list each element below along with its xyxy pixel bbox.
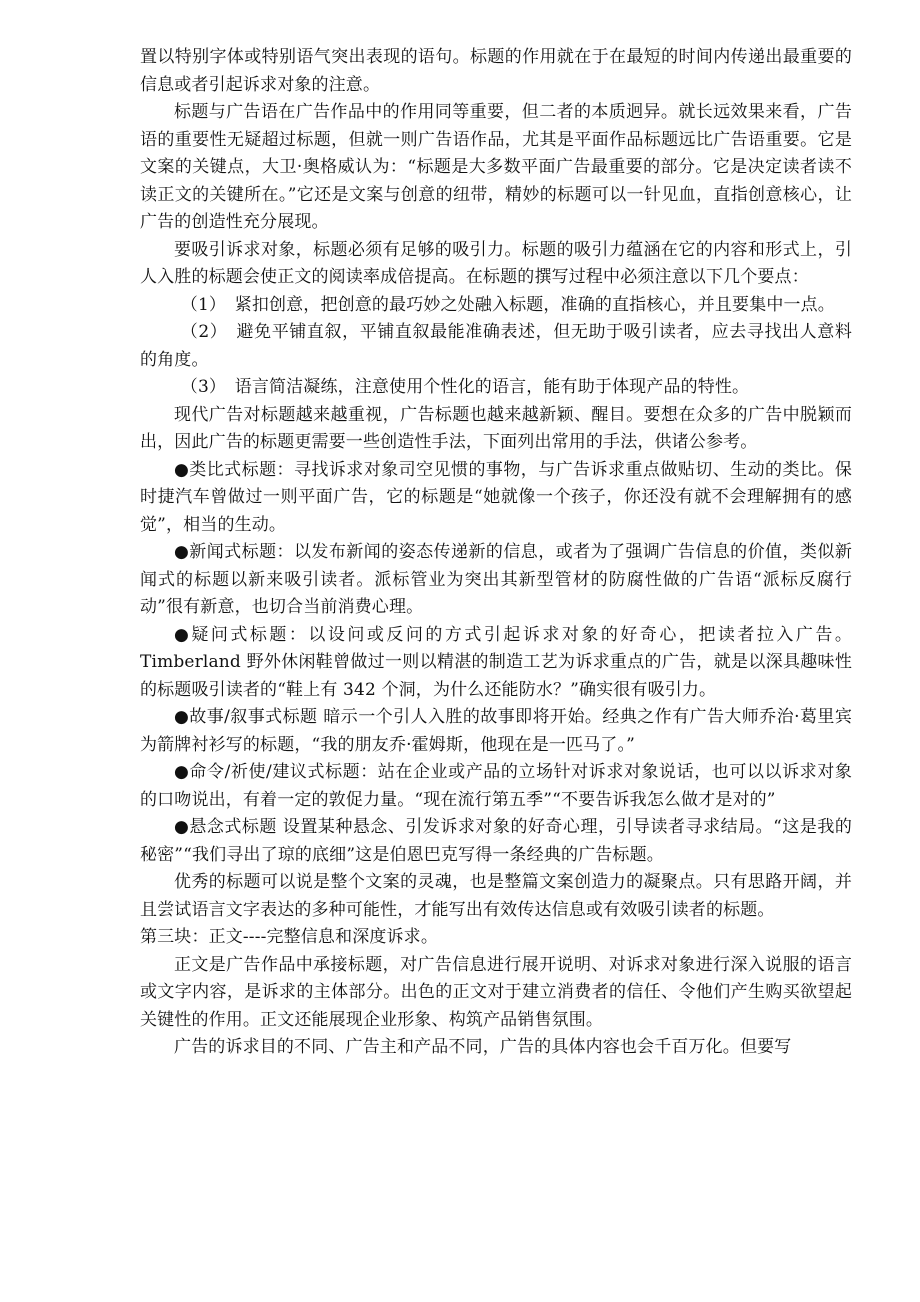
- bullet-paragraph: ●类比式标题：寻找诉求对象司空见惯的事物，与广告诉求重点做贴切、生动的类比。保时捷汽车曾做过一则平面广告，它的标题是“她就像一个孩子，你还没有就不会理解拥有的感觉”，相当的生动。: [140, 459, 852, 535]
- paragraph: 优秀的标题可以说是整个文案的灵魂，也是整篇文案创造力的凝聚点。只有思路开阔，并且尝试语言文字表达的多种可能性，才能写出有效传达信息或有效吸引读者的标题。: [140, 872, 852, 920]
- list-item: （1） 紧扣创意，把创意的最巧妙之处融入标题，准确的直指核心，并且要集中一点。: [180, 294, 835, 315]
- paragraph: 标题与广告语在广告作品中的作用同等重要，但二者的本质迥异。就长远效果来看，广告语的重要性无疑超过标题，但就一则广告语作品，尤其是平面作品标题远比广告语重要。它是文案的关键点，大卫·奥格威认为：“标题是大多数平面广告最重要的部分。它是决定读者读不读正文的关键所在。”它还是文案与创意的纽带，精妙的标题可以一针见血，直指创意核心，让广告的创造性充分展现。: [140, 102, 852, 232]
- paragraph: 置以特别字体或特别语气突出表现的语句。标题的作用就在于在最短的时间内传递出最重要的信息或者引起诉求对象的注意。: [140, 47, 852, 95]
- section-heading: 第三块：正文----完整信息和深度诉求。: [140, 927, 438, 947]
- bullet-paragraph: ●悬念式标题 设置某种悬念、引发诉求对象的好奇心理，引导读者寻求结局。“这是我的秘密”“我们寻出了琼的底细”这是伯恩巴克写得一条经典的广告标题。: [140, 817, 852, 865]
- bullet-paragraph: ●命令/祈使/建议式标题：站在企业或产品的立场针对诉求对象说话，也可以以诉求对象的口吻说出，有着一定的敦促力量。“现在流行第五季”“不要告诉我怎么做才是对的”: [140, 762, 852, 810]
- bullet-paragraph: ●故事/叙事式标题 暗示一个引人入胜的故事即将开始。经典之作有广告大师乔治·葛里宾为箭牌衬衫写的标题，“我的朋友乔·霍姆斯，他现在是一匹马了。”: [140, 707, 852, 755]
- bullet-paragraph: ●疑问式标题：以设问或反问的方式引起诉求对象的好奇心，把读者拉入广告。Timberland 野外休闲鞋曾做过一则以精湛的制造工艺为诉求重点的广告，就是以深具趣味性的标题吸引读者的“鞋上有 342 个洞，为什么还能防水？”确实很有吸引力。: [140, 624, 852, 700]
- paragraph: 现代广告对标题越来越重视，广告标题也越来越新颖、醒目。要想在众多的广告中脱颖而出，因此广告的标题更需要一些创造性手法，下面列出常用的手法，供诸公参考。: [140, 404, 852, 452]
- bullet-paragraph: ●新闻式标题：以发布新闻的姿态传递新的信息，或者为了强调广告信息的价值，类似新闻式的标题以新来吸引读者。派标管业为突出其新型管材的防腐性做的广告语“派标反腐行动”很有新意，也切合当前消费心理。: [140, 542, 852, 617]
- paragraph: 正文是广告作品中承接标题，对广告信息进行展开说明、对诉求对象进行深入说服的语言或文字内容，是诉求的主体部分。出色的正文对于建立消费者的信任、令他们产生购买欲望起关键性的作用。正文还能展现企业形象、构筑产品销售氛围。: [140, 954, 852, 1030]
- list-item: （2） 避免平铺直叙，平铺直叙最能准确表述，但无助于吸引读者，应去寻找出人意料的角度。: [140, 322, 852, 370]
- paragraph: 广告的诉求目的不同、广告主和产品不同，广告的具体内容也会千百万化。但要写: [174, 1037, 792, 1057]
- paragraph: 要吸引诉求对象，标题必须有足够的吸引力。标题的吸引力蕴涵在它的内容和形式上，引人入胜的标题会使正文的阅读率成倍提高。在标题的撰写过程中必须注意以下几个要点：: [140, 239, 852, 287]
- list-item: （3） 语言简洁凝练，注意使用个性化的语言，能有助于体现产品的特性。: [180, 377, 750, 397]
- document-body: [140, 44, 852, 1062]
